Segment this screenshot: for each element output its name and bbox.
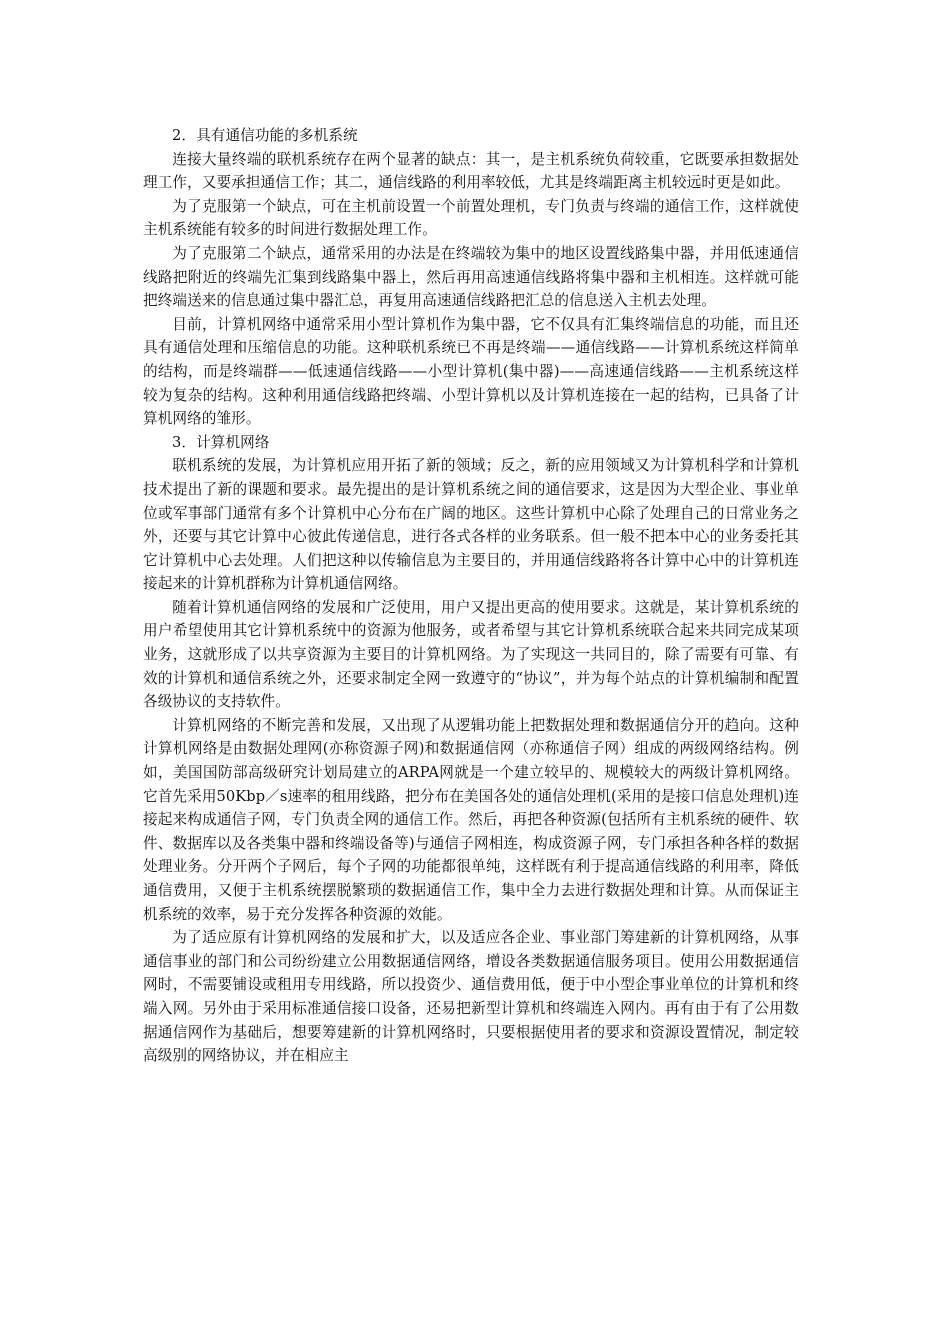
section-heading-computer-network: 3．计算机网络 xyxy=(172,433,270,451)
paragraph: 连接大量终端的联机系统存在两个显著的缺点：其一，是主机系统负荷较重，它既要承担数据处理工作，又要承担通信工作；其二，通信线路的利用率较低，尤其是终端距离主机较远时更是如此。 xyxy=(143,150,799,192)
paragraph: 为了克服第二个缺点，通常采用的办法是在终端较为集中的地区设置线路集中器，并用低速通信线路把附近的终端先汇集到线路集中器上，然后再用高速通信线路将集中器和主机相连。这样就可能把终端送来的信息通过集中器汇总，再复用高速通信线路把汇总的信息送入主机去处理。 xyxy=(143,244,799,310)
paragraph: 目前，计算机网络中通常采用小型计算机作为集中器，它不仅具有汇集终端信息的功能，而且还具有通信处理和压缩信息的功能。这种联机系统已不再是终端——通信线路——计算机系统这样简单的结构，而是终端群——低速通信线路——小型计算机(集中器)——高速通信线路——主机系统这样较为复杂的结构。这种利用通信线路把终端、小型计算机以及计算机连接在一起的结构，已具备了计算机网络的雏形。 xyxy=(143,315,799,428)
paragraph: 为了适应原有计算机网络的发展和扩大，以及适应各企业、事业部门筹建新的计算机网络，从事通信事业的部门和公司纷纷建立公用数据通信网络，增设各类数据通信服务项目。使用公用数据通信网时，不需要铺设或租用专用线路，所以投资少、通信费用低，便于中小型企事业单位的计算机和终端入网。另外由于采用标准通信接口设备，还易把新型计算机和终端连入网内。再有由于有了公用数据通信网作为基础后，想要筹建新的计算机网络时，只要根据使用者的要求和资源设置情况，制定较高级别的网络协议，并在相应主 xyxy=(143,929,799,1065)
paragraph: 计算机网络的不断完善和发展，又出现了从逻辑功能上把数据处理和数据通信分开的趋向。这种计算机网络是由数据处理网(亦称资源子网)和数据通信网（亦称通信子网）组成的两级网络结构。例如，美国国防部高级研究计划局建立的ARPA网就是一个建立较早的、规模较大的两级计算机网络。它首先采用50Kbp／s速率的租用线路，把分布在美国各处的通信处理机(采用的是接口信息处理机)连接起来构成通信子网，专门负责全网的通信工作。然后，再把各种资源(包括所有主机系统的硬件、软件、数据库以及各类集中器和终端设备等)与通信子网相连，构成资源子网，专门承担各种各样的数据处理业务。分开两个子网后，每个子网的功能都很单纯，这样既有利于提高通信线路的利用率，降低通信费用，又便于主机系统摆脱繁琐的数据通信工作，集中全力去进行数据处理和计算。从而保证主机系统的效率，易于充分发挥各种资源的效能。 xyxy=(143,716,799,923)
paragraph: 联机系统的发展，为计算机应用开拓了新的领域；反之，新的应用领域又为计算机科学和计算机技术提出了新的课题和要求。最先提出的是计算机系统之间的通信要求，这是因为大型企业、事业单位或军事部门通常有多个计算机中心分布在广阔的地区。这些计算机中心除了处理自己的日常业务之外，还要与其它计算中心彼此传递信息，进行各式各样的业务联系。但一般不把本中心的业务委托其它计算机中心去处理。人们把这种以传输信息为主要目的，并用通信线路将各计算中心中的计算机连接起来的计算机群称为计算机通信网络。 xyxy=(143,457,799,593)
paragraph: 为了克服第一个缺点，可在主机前设置一个前置处理机，专门负责与终端的通信工作，这样就使主机系统能有较多的时间进行数据处理工作。 xyxy=(143,197,799,239)
document-page xyxy=(143,124,799,1068)
paragraph: 随着计算机通信网络的发展和广泛使用，用户又提出更高的使用要求。这就是，某计算机系统的用户希望使用其它计算机系统中的资源为他服务，或者希望与其它计算机系统联合起来共同完成某项业务，这就形成了以共享资源为主要目的计算机网络。为了实现这一共同目的，除了需要有可靠、有效的计算机和通信系统之外，还要求制定全网一致遵守的“协议”，并为每个站点的计算机编制和配置各级协议的支持软件。 xyxy=(143,598,799,711)
section-heading-multi-machine-system: 2．具有通信功能的多机系统 xyxy=(172,127,358,144)
